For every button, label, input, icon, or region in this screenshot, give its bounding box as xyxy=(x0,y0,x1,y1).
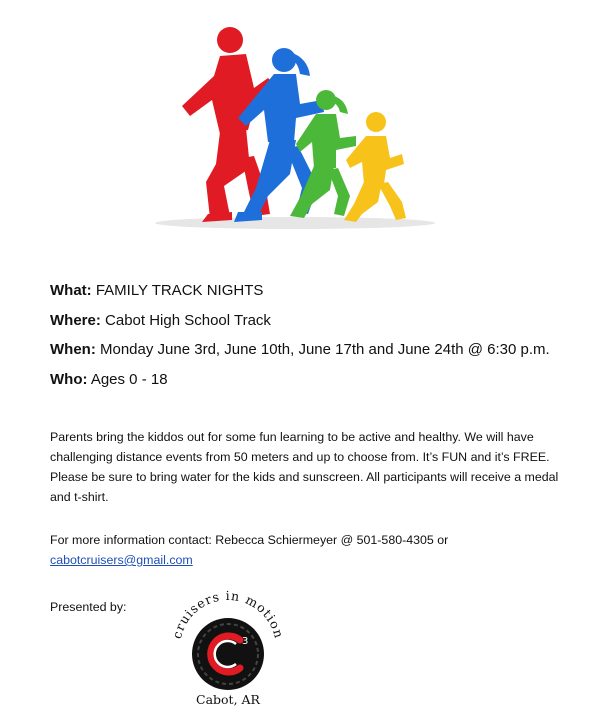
contact-text: For more information contact: Rebecca Schiermeyer @ 501-580-4305 or xyxy=(50,533,449,547)
logo-arc-text: cruisers in motion xyxy=(169,588,288,641)
contact-email-link[interactable]: cabotcruisers@gmail.com xyxy=(50,553,193,567)
when-label: When: xyxy=(50,341,96,358)
contact-info xyxy=(50,530,448,570)
event-description: Parents bring the kiddos out for some fun learning to be active and healthy. We will have challenging distance events from 50 meters and up to choose from. It’s FUN and it’s FREE. Please be sure to bring water for the kids and sunscreen. All participants will receive a medal and t-shirt. xyxy=(50,430,559,504)
event-where xyxy=(50,312,271,329)
where-label: Where: xyxy=(50,312,101,329)
where-value: Cabot High School Track xyxy=(105,312,271,329)
presented-by-label: Presented by: xyxy=(50,600,127,614)
who-value: Ages 0 - 18 xyxy=(90,371,168,388)
family-runners-icon xyxy=(150,18,440,238)
logo-location-text: Cabot, AR xyxy=(196,692,260,707)
event-what xyxy=(50,282,263,299)
cruisers-logo-icon xyxy=(158,588,298,710)
event-when xyxy=(50,341,550,358)
what-value: FAMILY TRACK NIGHTS xyxy=(95,282,264,299)
when-value: Monday June 3rd, June 10th, June 17th and June 24th @ 6:30 p.m. xyxy=(100,341,550,358)
event-who xyxy=(50,371,168,388)
who-label: Who: xyxy=(50,371,88,388)
what-label: What: xyxy=(50,282,92,299)
svg-text:3: 3 xyxy=(242,636,249,647)
